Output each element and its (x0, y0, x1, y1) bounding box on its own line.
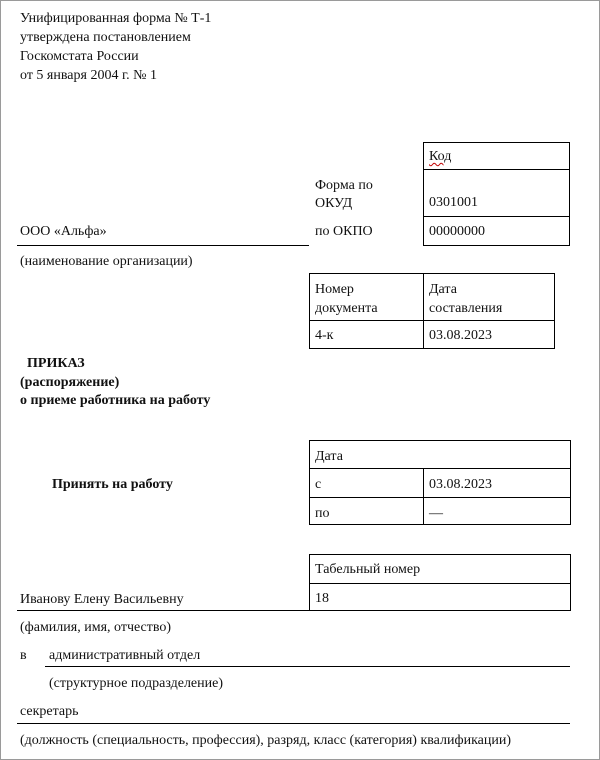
personnel-number-divider (309, 583, 571, 584)
personnel-number-value: 18 (315, 591, 329, 606)
employee-name: Иванову Елену Васильевну (20, 592, 184, 607)
order-title: ПРИКАЗ (27, 356, 85, 371)
okud-label-line1: Форма по (315, 178, 373, 193)
hire-from-value: 03.08.2023 (429, 477, 492, 492)
hire-dates-divider (309, 468, 571, 469)
document-number-value: 4-к (315, 328, 334, 343)
order-subject: о приеме работника на работу (20, 393, 211, 408)
organization-caption: (наименование организации) (20, 254, 193, 269)
hire-label: Принять на работу (52, 477, 173, 492)
hire-dates-divider (309, 497, 571, 498)
document-number-header-line2: документа (315, 301, 378, 316)
document-date-header-line2: составления (429, 301, 503, 316)
hire-to-label: по (315, 506, 330, 521)
form-approval-authority: Госкомстата России (20, 49, 139, 64)
document-table-divider (423, 273, 424, 349)
hire-to-value: — (429, 506, 443, 521)
document-number-header-line1: Номер (315, 282, 354, 297)
form-approval-line: утверждена постановлением (20, 30, 191, 45)
organization-name: ООО «Альфа» (20, 224, 107, 239)
codes-divider (423, 216, 570, 217)
organization-underline (17, 245, 309, 246)
okpo-label: по ОКПО (315, 224, 373, 239)
hire-dates-divider (423, 468, 424, 525)
hire-from-label: с (315, 477, 322, 492)
department-prefix: в (20, 648, 27, 663)
okud-value: 0301001 (429, 195, 478, 210)
document-table-divider (309, 320, 555, 321)
hire-date-header: Дата (315, 449, 343, 464)
position-caption: (должность (специальность, профессия), разряд, класс (категория) квалификации) (20, 733, 512, 748)
position-underline (17, 723, 570, 724)
employee-name-caption: (фамилия, имя, отчество) (20, 620, 172, 635)
personnel-number-header: Табельный номер (315, 562, 421, 577)
codes-divider (423, 169, 570, 170)
order-subtitle: (распоряжение) (20, 375, 120, 390)
department-underline (45, 666, 570, 667)
document-date-header-line1: Дата (429, 282, 457, 297)
employee-name-underline (17, 610, 309, 611)
form-approval-date: от 5 января 2004 г. № 1 (20, 68, 157, 83)
department-caption: (структурное подразделение) (49, 676, 224, 691)
okpo-value: 00000000 (429, 224, 485, 239)
position-name: секретарь (20, 704, 79, 719)
document-date-value: 03.08.2023 (429, 328, 492, 343)
department-name: административный отдел (49, 648, 201, 663)
form-title: Унифицированная форма № Т-1 (20, 11, 212, 26)
codes-header: Код (429, 149, 452, 164)
okud-label-line2: ОКУД (315, 196, 353, 211)
